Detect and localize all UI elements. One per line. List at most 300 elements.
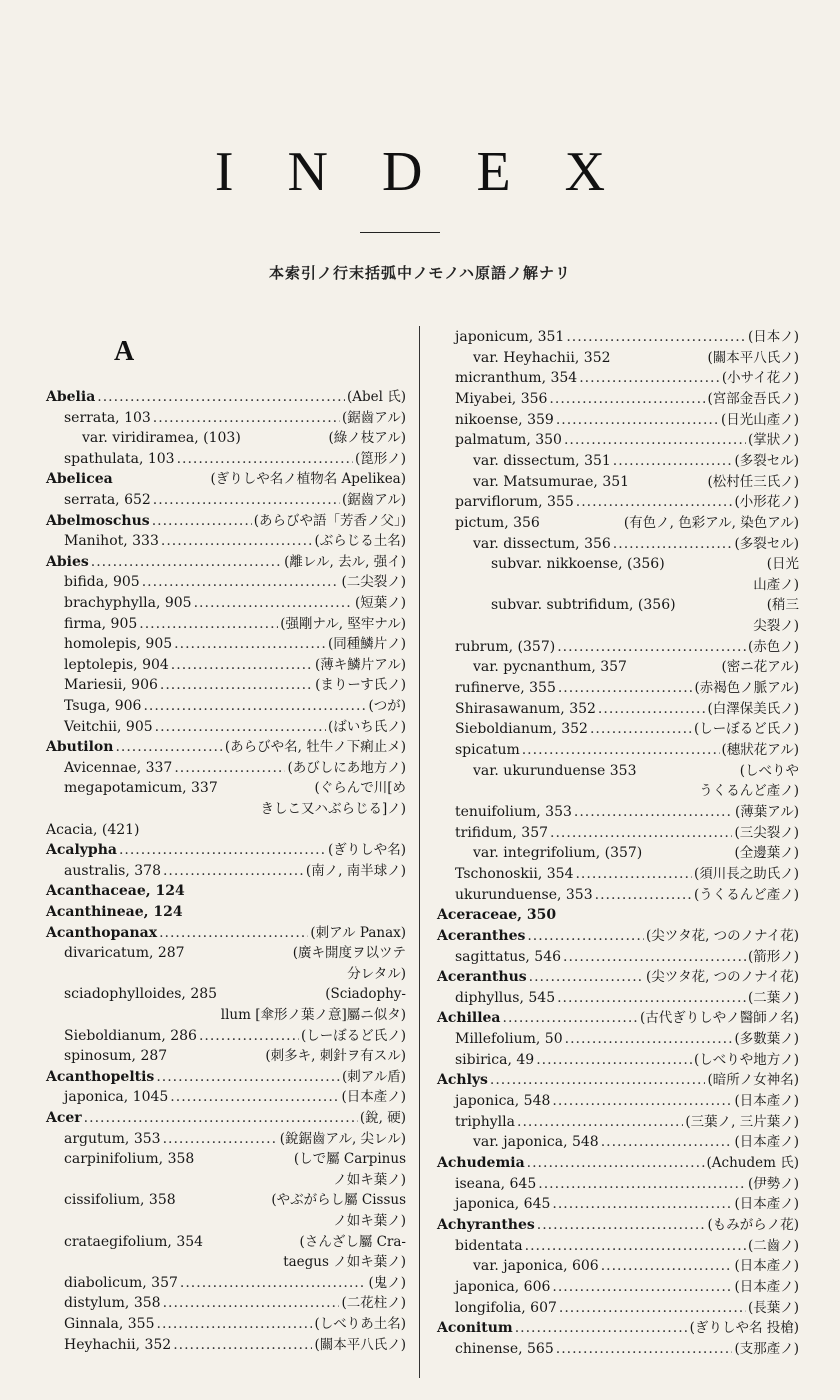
entry-term: Aceranthus xyxy=(437,969,527,986)
dot-leader xyxy=(527,926,644,947)
entry-term: ukurunduense, 353 xyxy=(455,886,593,903)
index-entry xyxy=(437,1339,799,1360)
index-entry xyxy=(46,428,406,449)
index-entry xyxy=(46,778,406,799)
index-entry xyxy=(437,368,799,389)
index-entry-genus xyxy=(46,511,406,532)
dot-leader xyxy=(177,449,353,470)
index-entry xyxy=(437,1091,799,1112)
entry-term: Veitchii, 905 xyxy=(64,718,153,735)
index-entry xyxy=(46,531,406,552)
entry-meaning: (刺多キ, 刺針ヲ有スル) xyxy=(265,1048,406,1065)
entry-meaning: (關本平八氏ノ) xyxy=(707,349,799,366)
index-entry xyxy=(46,1149,406,1170)
index-entry xyxy=(437,1236,799,1257)
dot-leader xyxy=(180,1273,367,1294)
entry-meaning: (稍三 xyxy=(766,597,799,614)
index-entry-continuation: llum [傘形ノ葉ノ意]屬ニ似タ) xyxy=(220,1007,406,1023)
entry-meaning: (あらびや語「芳香ノ父」) xyxy=(253,512,406,529)
entry-meaning: (二花柱ノ) xyxy=(341,1295,406,1312)
entry-term: brachyphylla, 905 xyxy=(64,595,192,611)
entry-term: japonica, 1045 xyxy=(64,1089,169,1106)
dot-leader xyxy=(115,737,222,758)
entry-meaning: (Abel 氏) xyxy=(346,389,406,405)
entry-term: Acanthineae, 124 xyxy=(46,904,183,920)
entry-term: longifolia, 607 xyxy=(455,1299,557,1316)
index-entry xyxy=(437,534,799,555)
entry-term: sagittatus, 546 xyxy=(455,948,562,965)
index-entry-genus xyxy=(46,1108,406,1129)
index-entry-genus xyxy=(46,902,406,923)
dot-leader xyxy=(575,864,691,885)
index-entry xyxy=(437,637,799,658)
entry-term: Tsuga, 906 xyxy=(64,698,142,714)
index-entry xyxy=(46,1087,406,1108)
dot-leader xyxy=(556,410,719,431)
entry-meaning: (銳, 硬) xyxy=(359,1110,406,1126)
entry-meaning: (須川長之助氏ノ) xyxy=(693,865,799,882)
entry-term: Achudemia xyxy=(437,1155,525,1171)
entry-term: sciadophylloides, 285 xyxy=(64,986,218,1003)
dot-leader xyxy=(537,1215,706,1236)
entry-meaning: (二葉ノ) xyxy=(747,989,799,1006)
entry-term: argutum, 353 xyxy=(64,1130,161,1147)
dot-leader xyxy=(574,802,733,823)
dot-leader xyxy=(159,923,308,944)
index-entry xyxy=(46,717,406,738)
index-entry xyxy=(437,554,799,575)
entry-term: Manihot, 333 xyxy=(64,533,159,550)
index-entry xyxy=(437,1174,799,1195)
index-entry xyxy=(46,984,406,1005)
entry-term: Achillea xyxy=(437,1010,501,1027)
dot-leader xyxy=(565,1029,733,1050)
dot-leader xyxy=(522,740,720,761)
dot-leader xyxy=(527,1153,705,1174)
index-entry-genus xyxy=(437,1318,799,1339)
entry-term: Abelicea xyxy=(46,471,113,488)
entry-meaning: (古代ぎりしやノ醫師ノ名) xyxy=(639,1010,799,1027)
entry-meaning: (日本產ノ) xyxy=(341,1089,406,1106)
entry-term: Miyabei, 356 xyxy=(455,390,548,407)
entry-meaning: (同種鱗片ノ) xyxy=(327,636,406,653)
index-entry-genus xyxy=(46,840,406,861)
index-entry xyxy=(437,389,799,410)
entry-term: Acer xyxy=(46,1110,82,1126)
index-entry xyxy=(437,947,799,968)
entry-term: rufinerve, 355 xyxy=(455,680,556,697)
entry-term: Shirasawanum, 352 xyxy=(455,700,596,717)
entry-term: bifida, 905 xyxy=(64,574,140,591)
entry-term: australis, 378 xyxy=(64,862,161,879)
dot-leader xyxy=(97,387,345,408)
entry-term: bidentata xyxy=(455,1237,523,1254)
dot-leader xyxy=(564,430,746,451)
entry-meaning: (密ニ花アル) xyxy=(721,659,799,676)
index-entry xyxy=(46,1335,406,1356)
index-entry xyxy=(437,595,799,616)
index-entry-continuation: 分レタル) xyxy=(347,965,406,982)
entry-meaning: (小形花ノ) xyxy=(734,494,799,511)
entry-term: var. dissectum, 351 xyxy=(473,452,611,469)
index-entry-genus xyxy=(437,926,799,947)
dot-leader xyxy=(525,1236,746,1257)
index-entry xyxy=(437,988,799,1009)
title-rule xyxy=(360,232,440,233)
index-entry-continuation: 山產ノ) xyxy=(753,576,799,593)
entry-meaning: (Sciadophy- xyxy=(325,986,406,1003)
dot-leader xyxy=(163,1129,278,1150)
dot-leader xyxy=(91,552,282,573)
dot-leader xyxy=(170,1087,339,1108)
entry-term: Millefolium, 50 xyxy=(455,1031,563,1048)
entry-term: palmatum, 350 xyxy=(455,432,562,449)
entry-term: var. ukurunduense 353 xyxy=(473,762,637,779)
entry-term: pictum, 356 xyxy=(455,514,540,531)
entry-term: spinosum, 287 xyxy=(64,1048,168,1065)
entry-term: subvar. nikkoense, (356) xyxy=(491,556,665,573)
dot-leader xyxy=(160,675,313,696)
index-entry xyxy=(46,758,406,779)
index-note: 本索引ノ行末括弧中ノモノハ原語ノ解ナリ xyxy=(268,264,572,282)
index-entry-genus xyxy=(437,967,799,988)
entry-meaning: (三葉ノ, 三片葉ノ) xyxy=(685,1113,799,1130)
entry-term: Avicennae, 337 xyxy=(64,759,173,776)
entry-meaning: (うくるんど產ノ) xyxy=(693,886,799,903)
index-entry xyxy=(437,472,799,493)
index-entry xyxy=(46,490,406,511)
dot-leader xyxy=(143,696,366,717)
index-entry xyxy=(46,1232,406,1253)
entry-meaning: (しべりあ土名) xyxy=(314,1316,406,1332)
entry-term: Abelmoschus xyxy=(46,512,150,529)
entry-term: japonica, 548 xyxy=(455,1093,551,1110)
entry-meaning: (ぎりしや名 投槍) xyxy=(689,1320,799,1337)
index-entry xyxy=(437,430,799,451)
index-entry-continuation: taegus ノ如キ葉ノ) xyxy=(283,1254,406,1271)
dot-leader xyxy=(163,861,304,882)
entry-meaning: (しべりや xyxy=(739,762,799,779)
dot-leader xyxy=(601,1132,733,1153)
dot-leader xyxy=(199,1026,299,1047)
dot-leader xyxy=(157,1314,313,1335)
column-divider xyxy=(419,326,420,1378)
entry-term: carpinifolium, 358 xyxy=(64,1151,195,1168)
entry-meaning: (しーぼるど氏ノ) xyxy=(300,1027,406,1044)
index-entry xyxy=(437,492,799,513)
dot-leader xyxy=(558,678,693,699)
entry-meaning: (鋸齒アル) xyxy=(342,492,406,508)
index-entry-genus xyxy=(437,1215,799,1236)
entry-term: Acanthopeltis xyxy=(46,1068,155,1085)
entry-term: tenuifolium, 353 xyxy=(455,803,572,820)
entry-meaning: (綠ノ枝アル) xyxy=(328,430,406,447)
entry-term: Heyhachii, 352 xyxy=(64,1336,172,1353)
dot-leader xyxy=(552,1091,732,1112)
index-entry-genus xyxy=(46,923,406,944)
entry-term: Aceraceae, 350 xyxy=(437,907,557,924)
dot-leader xyxy=(590,719,692,740)
index-entry xyxy=(46,1046,406,1067)
entry-term: firma, 905 xyxy=(64,615,138,632)
entry-meaning: (日光 xyxy=(766,556,799,573)
index-entry xyxy=(46,1314,406,1335)
index-entry xyxy=(437,802,799,823)
entry-meaning: (つが) xyxy=(368,698,406,714)
entry-term: Abies xyxy=(46,553,89,570)
entry-meaning: (ぎりしや名ノ植物名 Apelikea) xyxy=(210,471,406,488)
entry-meaning: (全邊葉ノ) xyxy=(734,845,799,862)
entry-meaning: (刺アル Panax) xyxy=(310,924,406,941)
entry-term: trifidum, 357 xyxy=(455,824,549,841)
index-entry xyxy=(437,1132,799,1153)
entry-meaning: (やぶがらし屬 Cissus xyxy=(271,1192,406,1209)
entry-term: japonicum, 351 xyxy=(455,329,565,345)
dot-leader xyxy=(550,823,732,844)
index-entry-genus xyxy=(437,1153,799,1174)
index-entry xyxy=(437,761,799,782)
index-entry xyxy=(437,513,799,534)
entry-meaning: (三尖裂ノ) xyxy=(734,824,799,841)
dot-leader xyxy=(595,885,692,906)
index-entry-continuation: ノ如キ葉ノ) xyxy=(333,1171,406,1188)
dot-leader xyxy=(119,840,326,861)
entry-meaning: (關本平八氏ノ) xyxy=(314,1336,406,1353)
index-entry xyxy=(437,719,799,740)
entry-term: var. dissectum, 356 xyxy=(473,535,611,552)
entry-term: japonica, 606 xyxy=(455,1278,551,1295)
entry-meaning: (日本產ノ) xyxy=(734,1196,799,1213)
entry-term: nikoense, 359 xyxy=(455,411,554,428)
entry-term: var. pycnanthum, 357 xyxy=(473,659,627,676)
entry-meaning: (多裂セル) xyxy=(734,452,799,469)
entry-term: crataegifolium, 354 xyxy=(64,1233,204,1250)
entry-meaning: (有色ノ, 色彩アル, 染色アル) xyxy=(623,514,799,531)
entry-meaning: (日光山產ノ) xyxy=(720,411,799,428)
index-entry xyxy=(46,1190,406,1211)
index-entry xyxy=(437,740,799,761)
entry-meaning: (あびしにあ地方ノ) xyxy=(287,759,406,776)
entry-meaning: (あらびや名, 牡牛ノ下痢止メ) xyxy=(224,739,406,756)
index-entry xyxy=(437,699,799,720)
dot-leader xyxy=(174,758,285,779)
index-entry-genus xyxy=(46,469,406,490)
entry-term: subvar. subtrifidum, (356) xyxy=(491,597,676,614)
dot-leader xyxy=(515,1318,688,1339)
entry-term: Ginnala, 355 xyxy=(64,1316,155,1332)
entry-meaning: (赤色ノ) xyxy=(747,638,799,655)
entry-meaning: (しーぼるど氏ノ) xyxy=(693,721,799,738)
dot-leader xyxy=(549,389,705,410)
index-entry xyxy=(46,675,406,696)
index-entry-genus xyxy=(46,552,406,573)
entry-term: Sieboldianum, 352 xyxy=(455,721,588,738)
entry-meaning: (短葉ノ) xyxy=(354,595,406,611)
entry-meaning: (穗狀花アル) xyxy=(721,742,799,758)
entry-meaning: (二尖裂ノ) xyxy=(341,574,406,591)
entry-term: japonica, 645 xyxy=(455,1196,551,1213)
entry-meaning: (暗所ノ女神名) xyxy=(707,1072,799,1089)
index-entry-genus xyxy=(46,737,406,758)
entry-term: homolepis, 905 xyxy=(64,636,173,653)
dot-leader xyxy=(171,655,313,676)
dot-leader xyxy=(163,1293,340,1314)
index-entry-continuation: 尖裂ノ) xyxy=(753,618,799,635)
dot-leader xyxy=(173,1335,312,1356)
index-entry-continuation: うくるんど產ノ) xyxy=(699,783,799,800)
dot-leader xyxy=(557,637,746,658)
dot-leader xyxy=(598,699,706,720)
entry-meaning: (もみがらノ花) xyxy=(707,1216,799,1233)
entry-term: Abelia xyxy=(46,389,96,405)
entry-term: var. viridiramea, (103) xyxy=(82,430,241,447)
entry-meaning: (多裂セル) xyxy=(734,535,799,552)
entry-term: chinense, 565 xyxy=(455,1340,554,1357)
entry-meaning: (ぶらじる土名) xyxy=(314,533,406,550)
dot-leader xyxy=(142,572,340,593)
dot-leader xyxy=(552,1194,732,1215)
entry-meaning: (しで屬 Carpinus xyxy=(293,1151,406,1168)
entry-term: cissifolium, 358 xyxy=(64,1192,176,1209)
dot-leader xyxy=(566,327,746,348)
entry-term: Abutilon xyxy=(46,739,114,756)
index-entry xyxy=(437,1256,799,1277)
entry-term: Aceranthes xyxy=(437,927,526,944)
entry-meaning: (ぎりしや名) xyxy=(327,842,406,859)
dot-leader xyxy=(174,634,326,655)
entry-meaning: (しべりや地方ノ) xyxy=(693,1051,799,1068)
entry-term: diabolicum, 357 xyxy=(64,1274,178,1291)
entry-meaning: (支那產ノ) xyxy=(734,1340,799,1357)
entry-meaning: (鋸齒アル) xyxy=(342,409,406,426)
entry-meaning: (宮部金吾氏ノ) xyxy=(707,390,799,407)
entry-meaning: (さんざし屬 Cra- xyxy=(299,1233,406,1250)
dot-leader xyxy=(613,534,733,555)
entry-term: Acalypha xyxy=(46,842,117,859)
index-entry-genus xyxy=(437,905,799,926)
entry-meaning: (赤褐色ノ脈アル) xyxy=(694,680,799,697)
index-entry-continuation: きしこ又ハぶらじる]ノ) xyxy=(260,801,406,817)
entry-term: serrata, 103 xyxy=(64,409,151,426)
dot-leader xyxy=(139,614,278,635)
index-entry xyxy=(46,820,406,841)
index-entry-genus xyxy=(437,1070,799,1091)
index-entry-genus xyxy=(46,881,406,902)
dot-leader xyxy=(601,1256,733,1277)
index-entry-genus xyxy=(46,1067,406,1088)
entry-meaning: (鬼ノ) xyxy=(368,1274,406,1291)
entry-term: Achlys xyxy=(437,1072,488,1089)
index-entry xyxy=(46,408,406,429)
index-entry xyxy=(437,410,799,431)
index-entry xyxy=(46,943,406,964)
entry-meaning: (日本產ノ) xyxy=(734,1134,799,1151)
entry-meaning: (日本ノ) xyxy=(747,329,799,345)
entry-meaning: (强剛ナル, 堅牢ナル) xyxy=(280,615,406,632)
entry-term: var. Heyhachii, 352 xyxy=(473,349,611,366)
entry-term: triphylla xyxy=(455,1113,515,1130)
entry-meaning: (伊勢ノ) xyxy=(747,1175,799,1192)
index-entry xyxy=(46,593,406,614)
entry-term: diphyllus, 545 xyxy=(455,989,556,1006)
entry-meaning: (ぐらんで川[め xyxy=(314,780,406,797)
entry-term: spathulata, 103 xyxy=(64,450,175,467)
index-entry xyxy=(437,885,799,906)
index-entry xyxy=(437,1050,799,1071)
index-entry xyxy=(46,572,406,593)
entry-meaning: (ばいち氏ノ) xyxy=(327,718,406,735)
dot-leader xyxy=(161,531,313,552)
index-entry xyxy=(437,348,799,369)
index-entry xyxy=(437,843,799,864)
dot-leader xyxy=(155,717,326,738)
index-entry xyxy=(437,1194,799,1215)
entry-meaning: (薄キ鱗片アル) xyxy=(315,656,406,673)
entry-meaning: (尖ツタ花, つのノナイ花) xyxy=(645,969,799,986)
dot-leader xyxy=(84,1108,358,1129)
entry-meaning: (廣キ開度ヲ以ツテ xyxy=(292,945,406,962)
entry-meaning: (松村任三氏ノ) xyxy=(707,473,799,490)
entry-term: spicatum xyxy=(455,742,520,758)
entry-meaning: (掌狀ノ) xyxy=(747,432,799,449)
dot-leader xyxy=(152,511,252,532)
entry-term: Tschonoskii, 354 xyxy=(455,865,574,882)
entry-term: megapotamicum, 337 xyxy=(64,780,218,797)
index-entry xyxy=(437,1029,799,1050)
dot-leader xyxy=(156,1067,340,1088)
dot-leader xyxy=(153,408,340,429)
entry-meaning: (薄葉アル) xyxy=(735,803,799,820)
entry-term: Acacia, (421) xyxy=(46,821,140,838)
dot-leader xyxy=(538,1174,746,1195)
page-title: I N D E X xyxy=(214,141,626,203)
entry-meaning: (銳鋸齒アル, 尖レル) xyxy=(279,1130,406,1147)
dot-leader xyxy=(563,947,746,968)
dot-leader xyxy=(503,1008,638,1029)
entry-term: iseana, 645 xyxy=(455,1175,537,1192)
dot-leader xyxy=(576,492,733,513)
entry-meaning: (二齒ノ) xyxy=(747,1237,799,1254)
entry-meaning: (尖ツタ花, つのノナイ花) xyxy=(645,927,799,944)
index-entry xyxy=(437,1298,799,1319)
index-entry xyxy=(437,678,799,699)
entry-term: distylum, 358 xyxy=(64,1295,161,1312)
index-entry xyxy=(46,614,406,635)
entry-term: serrata, 652 xyxy=(64,492,151,508)
entry-meaning: (白澤保美氏ノ) xyxy=(707,700,799,717)
entry-term: micranthum, 354 xyxy=(455,370,578,387)
dot-leader xyxy=(556,1339,733,1360)
entry-term: Acanthopanax xyxy=(46,924,158,941)
entry-term: var. japonica, 606 xyxy=(473,1258,599,1275)
dot-leader xyxy=(194,593,353,614)
entry-meaning: (離レル, 去ル, 强イ) xyxy=(284,553,406,570)
dot-leader xyxy=(559,1298,746,1319)
entry-meaning: (小サイ花ノ) xyxy=(721,370,799,387)
entry-term: var. japonica, 548 xyxy=(473,1134,599,1151)
index-entry xyxy=(46,1129,406,1150)
entry-meaning: (日本產ノ) xyxy=(734,1093,799,1110)
index-entry xyxy=(437,451,799,472)
entry-term: rubrum, (357) xyxy=(455,638,556,655)
index-entry xyxy=(46,1293,406,1314)
entry-term: divaricatum, 287 xyxy=(64,945,185,962)
entry-term: sibirica, 49 xyxy=(455,1051,535,1068)
index-entry xyxy=(46,655,406,676)
dot-leader xyxy=(552,1277,732,1298)
entry-meaning: (箭形ノ) xyxy=(747,948,799,965)
index-entry xyxy=(46,1026,406,1047)
